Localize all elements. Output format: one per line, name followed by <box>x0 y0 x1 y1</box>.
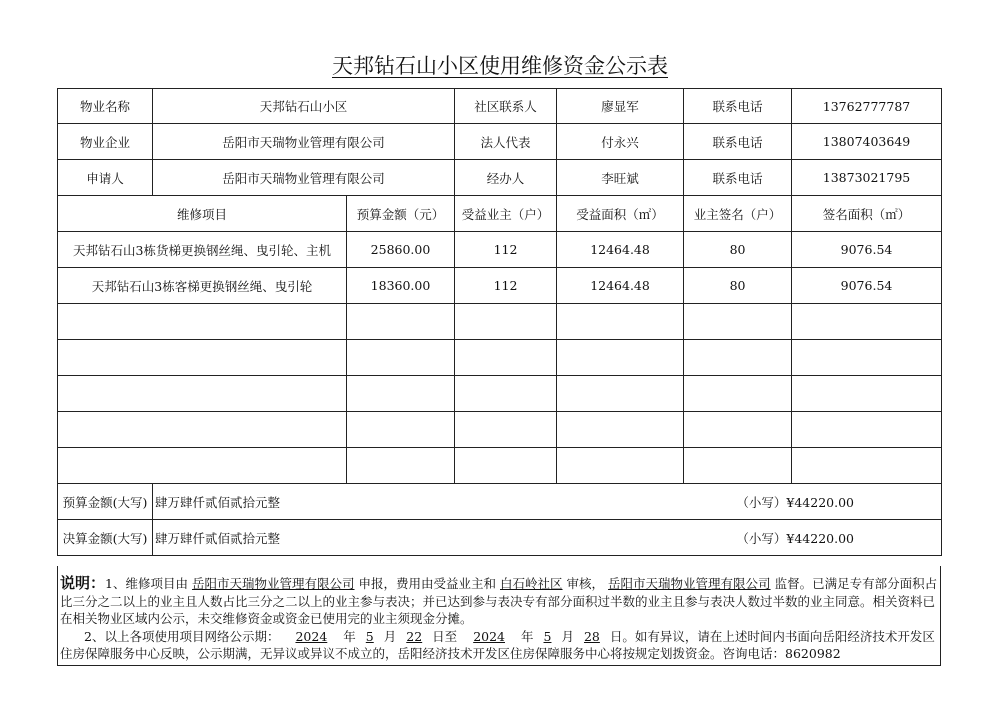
column-header: 业主签名（户） <box>684 196 792 232</box>
end-year: 2024 <box>473 628 505 644</box>
applicant-company: 岳阳市天瑞物业管理有限公司 <box>191 576 355 591</box>
signed-cell: 80 <box>684 232 792 268</box>
column-header: 维修项目 <box>58 196 347 232</box>
label-cell: 法人代表 <box>455 124 557 160</box>
budget-upper: 肆万肆仟贰佰贰拾元整 <box>155 494 281 510</box>
final-amount-row <box>58 520 942 556</box>
supervisor-company: 岳阳市天瑞物业管理有限公司 <box>608 576 771 591</box>
community-name: 白石岭社区 <box>500 576 563 591</box>
info-row <box>58 160 942 196</box>
empty-row <box>58 340 942 376</box>
signed-area-cell: 9076.54 <box>792 232 942 268</box>
notes-text: 年 <box>521 628 534 644</box>
final-lower: （小写）¥44220.00 <box>736 530 855 546</box>
page-title: 天邦钻石山小区使用维修资金公示表 <box>332 54 668 78</box>
notes-text: 审核， <box>566 576 605 591</box>
notes-text: 日至 <box>432 628 458 644</box>
value-cell: 天邦钻石山小区 <box>153 89 455 124</box>
signed-cell: 80 <box>684 268 792 304</box>
owners-cell: 112 <box>455 268 557 304</box>
label-cell: 物业企业 <box>58 124 153 160</box>
area-cell: 12464.48 <box>557 232 684 268</box>
table-row <box>58 232 942 268</box>
owners-cell: 112 <box>455 232 557 268</box>
table-row <box>58 268 942 304</box>
final-label: 决算金额(大写) <box>58 520 153 556</box>
budget-amount-row <box>58 484 942 520</box>
label-cell: 社区联系人 <box>455 89 557 124</box>
budget-cell: 18360.00 <box>347 268 455 304</box>
empty-row <box>58 376 942 412</box>
column-header: 受益面积（㎡） <box>557 196 684 232</box>
value-cell: 李旺斌 <box>557 160 684 196</box>
empty-row <box>58 412 942 448</box>
notes <box>60 575 940 663</box>
column-header: 预算金额（元） <box>347 196 455 232</box>
notes-text: 日。如有异议，请在上述时间内书面向岳阳经济技术开发区住房保障服务中心反映，公示期满，无异议或异议不成立的，岳阳经济技术开发区住房保障服务中心将按规定划拨资金。咨询电话：8620982 <box>60 628 935 661</box>
project-cell: 天邦钻石山3栋客梯更换钢丝绳、曳引轮 <box>58 268 347 304</box>
final-upper: 肆万肆仟贰佰贰拾元整 <box>155 530 281 546</box>
budget-lower: （小写）¥44220.00 <box>736 494 855 510</box>
label-cell: 联系电话 <box>684 89 792 124</box>
notes-heading: 说明： <box>60 574 106 592</box>
info-row <box>58 124 942 160</box>
area-cell: 12464.48 <box>557 268 684 304</box>
notes-text: 监督。已满足专有部分面积占比三分之二以上的业主且人数占比三分之二以上的业主参与表决；并已达到参与表决专有部分面积过半数的业主且参与表决人数过半数的业主同意。相关资料已在相关物业区域内公示，未交维修资金或资金已使用完的业主须现金分摊。 <box>60 576 938 626</box>
notes-text: 申报，费用由受益业主和 <box>358 576 497 591</box>
label-cell: 物业名称 <box>58 89 153 124</box>
budget-cell: 25860.00 <box>347 232 455 268</box>
end-day: 28 <box>583 628 600 644</box>
empty-row <box>58 448 942 484</box>
notes-text: 月 <box>383 628 397 644</box>
start-day: 22 <box>406 628 423 644</box>
label-cell: 申请人 <box>58 160 153 196</box>
notes-text: 1、维修项目由 <box>105 576 188 591</box>
budget-values <box>153 484 942 520</box>
budget-label: 预算金额(大写) <box>58 484 153 520</box>
end-month: 5 <box>543 628 552 644</box>
info-row <box>58 89 942 124</box>
label-cell: 联系电话 <box>684 124 792 160</box>
label-cell: 经办人 <box>455 160 557 196</box>
project-cell: 天邦钻石山3栋货梯更换钢丝绳、曳引轮、主机 <box>58 232 347 268</box>
value-cell: 岳阳市天瑞物业管理有限公司 <box>153 160 455 196</box>
start-month: 5 <box>365 628 374 644</box>
repair-fund-table <box>57 88 942 556</box>
notes-text: 2、以上各项使用项目网络公示期： <box>84 628 280 644</box>
value-cell: 13807403649 <box>792 124 942 160</box>
final-values <box>153 520 942 556</box>
value-cell: 付永兴 <box>557 124 684 160</box>
value-cell: 13762777787 <box>792 89 942 124</box>
value-cell: 13873021795 <box>792 160 942 196</box>
value-cell: 岳阳市天瑞物业管理有限公司 <box>153 124 455 160</box>
value-cell: 廖显军 <box>557 89 684 124</box>
notes-text: 年 <box>343 628 356 644</box>
signed-area-cell: 9076.54 <box>792 268 942 304</box>
label-cell: 联系电话 <box>684 160 792 196</box>
column-header: 签名面积（㎡） <box>792 196 942 232</box>
empty-row <box>58 304 942 340</box>
column-header: 受益业主（户） <box>455 196 557 232</box>
notes-text: 月 <box>561 628 574 644</box>
start-year: 2024 <box>295 628 328 644</box>
header-row <box>58 196 942 232</box>
